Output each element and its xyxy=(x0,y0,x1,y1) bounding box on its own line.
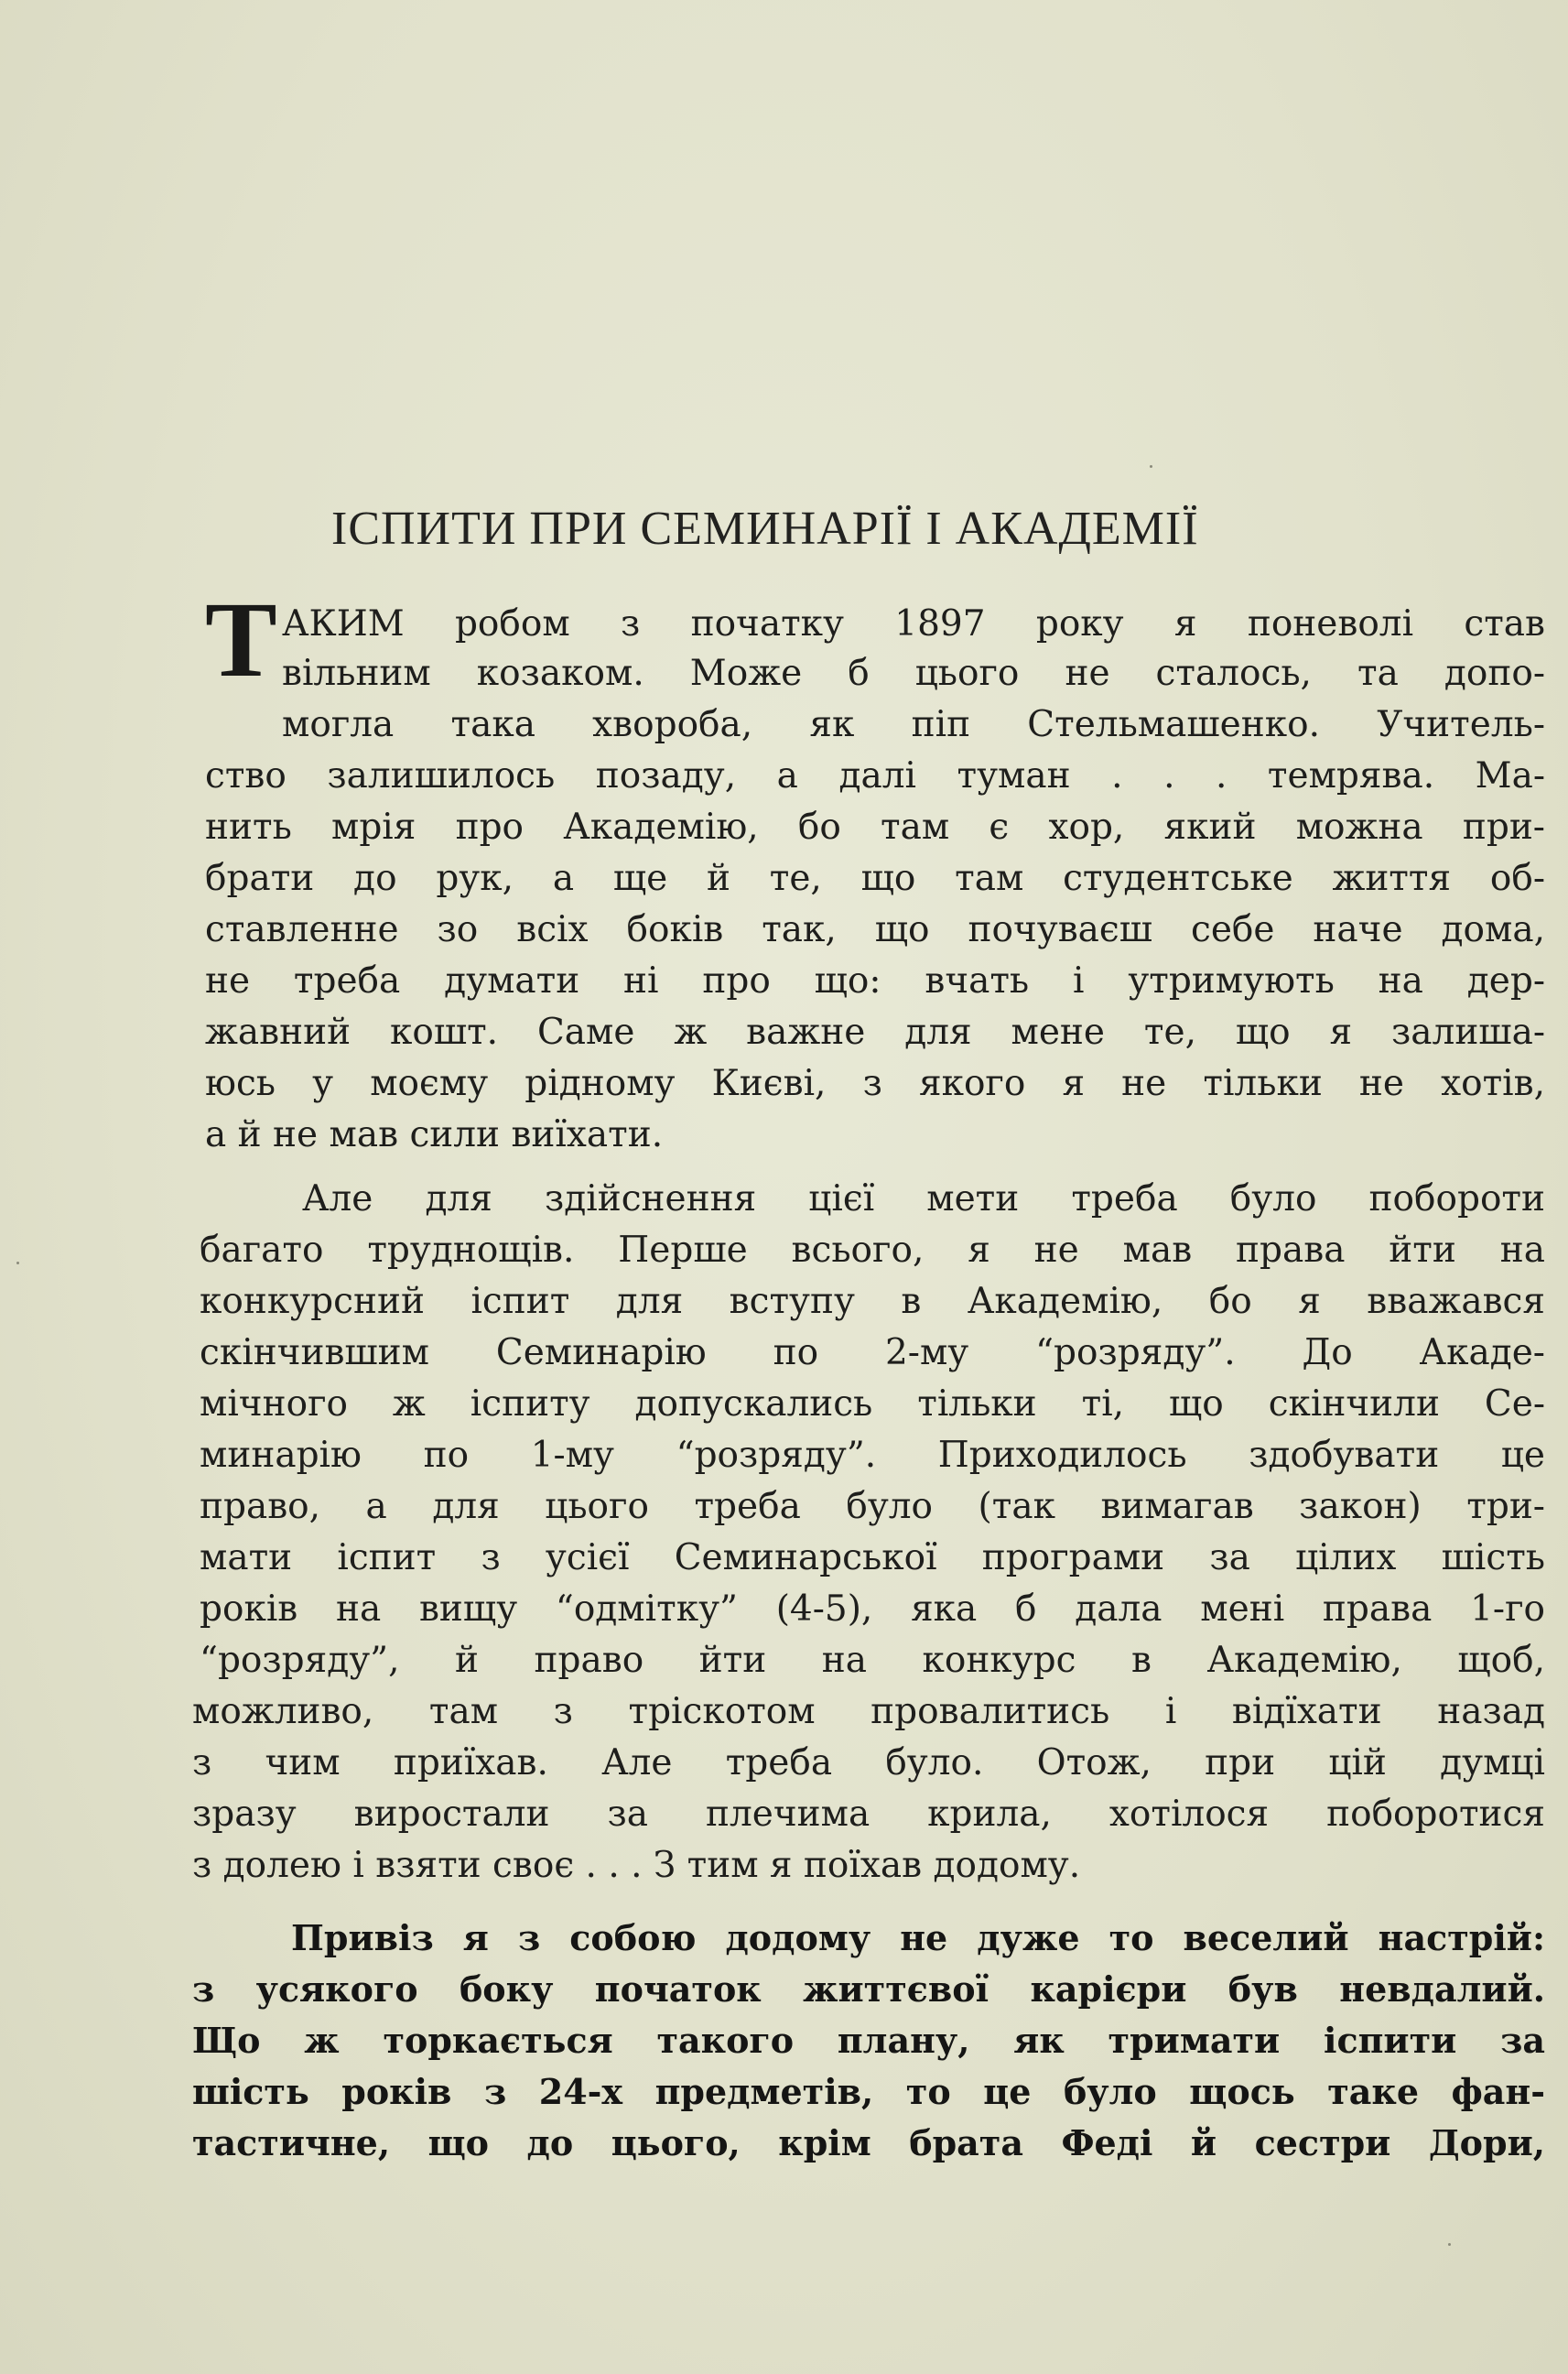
text-line: мічного ж іспиту допускались тільки ті, що скінчили Се- xyxy=(200,1383,1545,1425)
text-line: “розряду”, й право йти на конкурс в Академію, щоб, xyxy=(200,1640,1545,1681)
text-line: Що ж торкається такого плану, як тримати іспити за xyxy=(192,2020,1545,2061)
text-line: не треба думати ні про що: вчать і утримують на дер- xyxy=(205,960,1545,1002)
text-line: тастичне, що до цього, крім брата Феді й сестри Дори, xyxy=(192,2122,1545,2163)
text-line: шість років з 24-х предметів, то це було щось таке фан- xyxy=(192,2071,1545,2112)
text-line: можливо, там з тріскотом провалитись і відїхати назад xyxy=(192,1691,1545,1732)
text-line: АКИМ робом з початку 1897 року я поневолі став xyxy=(282,603,1545,645)
text-line: з усякого боку початок життєвої карієри був невдалий. xyxy=(192,1968,1545,2010)
text-line: багато труднощів. Перше всього, я не мав права йти на xyxy=(200,1230,1545,1271)
text-line: жавний кошт. Саме ж важне для мене те, що я залиша- xyxy=(205,1012,1545,1053)
text-line: минарію по 1-му “розряду”. Приходилось здобувати це xyxy=(200,1435,1545,1476)
text-line: брати до рук, а ще й те, що там студентське життя об- xyxy=(205,858,1545,899)
text-line: мати іспит з усієї Семинарської програми за цілих шість xyxy=(200,1537,1545,1578)
text-line: Але для здійснення цієї мети треба було побороти xyxy=(302,1178,1545,1220)
text-line: скінчившим Семинарію по 2-му “розряду”. До Акаде- xyxy=(200,1332,1545,1373)
text-line: юсь у моєму рідному Києві, з якого я не тільки не хотів, xyxy=(205,1063,1545,1104)
scan-speck xyxy=(1448,2243,1451,2246)
text-line: з чим приїхав. Але треба було. Отож, при цій думці xyxy=(192,1742,1545,1783)
text-line: а й не мав сили виїхати. xyxy=(205,1114,664,1155)
text-line: конкурсний іспит для вступу в Академію, бо я вважався xyxy=(200,1281,1545,1322)
text-line: зразу виростали за плечима крила, хотілося поборотися xyxy=(192,1794,1545,1835)
text-line: Привіз я з собою додому не дуже то веселий настрій: xyxy=(291,1917,1545,1958)
chapter-title: ІСПИТИ ПРИ СЕМИНАРІЇ І АКАДЕМІЇ xyxy=(331,503,1199,555)
text-line: ставленне зо всіх боків так, що почуваєш себе наче дома, xyxy=(205,909,1545,950)
text-line: могла така хвороба, як піп Стельмашенко. Учитель- xyxy=(282,704,1545,745)
text-line: нить мрія про Академію, бо там є хор, який можна при- xyxy=(205,807,1545,848)
text-line: з долею і взяти своє . . . З тим я поїхав додому. xyxy=(192,1845,1081,1886)
text-line: ство залишилось позаду, а далі туман . . . темрява. Ма- xyxy=(205,755,1545,797)
text-line: років на вищу “одмітку” (4-5), яка б дала мені права 1-го xyxy=(200,1588,1545,1630)
text-line: право, а для цього треба було (так вимагав закон) три- xyxy=(200,1486,1545,1527)
scan-speck xyxy=(16,1262,19,1264)
text-line: вільним козаком. Може б цього не сталось, та допо- xyxy=(282,653,1545,694)
drop-cap: Т xyxy=(205,580,277,699)
scan-speck xyxy=(1150,465,1152,468)
